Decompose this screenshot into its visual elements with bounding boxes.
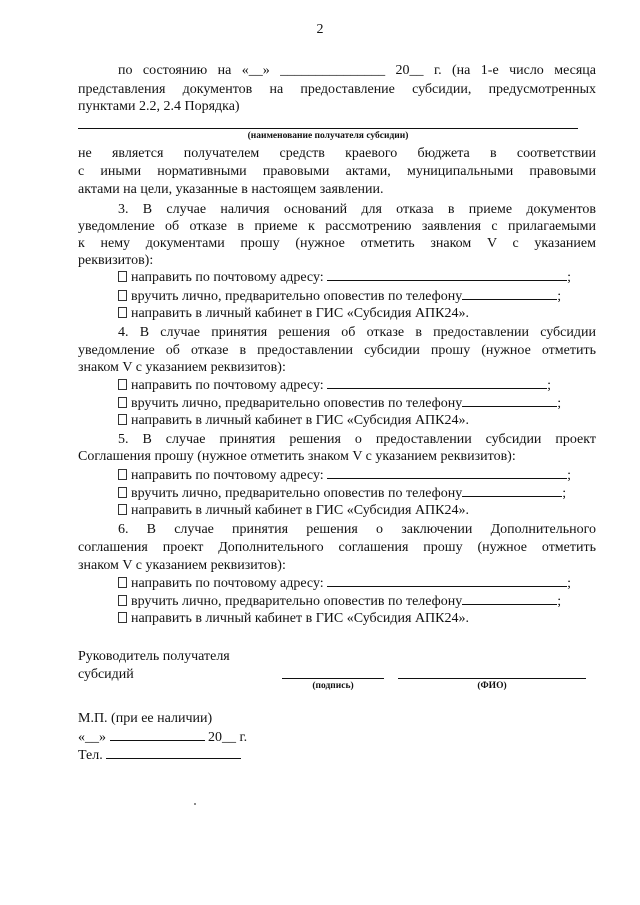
statement-line-1: не является получателем средств краевого бюджета в соответствии	[78, 146, 596, 161]
checkbox[interactable]	[118, 487, 127, 498]
section4-option-mail[interactable]: направить по почтовому адресу: ;	[118, 376, 596, 395]
checkbox[interactable]	[118, 397, 127, 408]
stamp-label: М.П. (при ее наличии)	[78, 711, 213, 726]
section6-line-3: знаком V с указанием реквизитов):	[78, 558, 286, 573]
signature-caption: (подпись)	[312, 681, 354, 691]
section5-option-mail[interactable]: направить по почтовому адресу: ;	[118, 466, 596, 485]
section4-option-personal[interactable]: вручить лично, предварительно оповестив по телефону ;	[118, 394, 596, 413]
recipient-name-line	[78, 128, 578, 129]
section6-line-1: 6. В случае принятия решения о заключении Дополнительного	[118, 522, 596, 537]
section5-line-1: 5. В случае принятия решения о предоставлении субсидии проект	[118, 432, 596, 447]
fio-line[interactable]	[398, 678, 586, 679]
section3-option-mail[interactable]: направить по почтовому адресу: ;	[118, 268, 596, 287]
section3-line-1: 3. В случае наличия оснований для отказа в приеме документов	[118, 202, 596, 217]
checkbox[interactable]	[118, 469, 127, 480]
checkbox[interactable]	[118, 379, 127, 390]
checkbox[interactable]	[118, 577, 127, 588]
fio-caption: (ФИО)	[477, 681, 507, 691]
signature-line[interactable]	[282, 678, 384, 679]
section3-line-4: реквизитов):	[78, 253, 154, 268]
address-field[interactable]	[327, 268, 567, 281]
section5-line-2: Соглашения прошу (нужное отметить знаком V с указанием реквизитов):	[78, 449, 516, 464]
intro-line-1: по состоянию на «__» _______________ 20__ г. (на 1-е число месяца	[118, 63, 596, 78]
section3-line-3: к нему документами прошу (нужное отметить знаком V с указанием	[78, 236, 596, 251]
checkbox[interactable]	[118, 271, 127, 282]
section6-line-2: соглашения проект Дополнительного соглашения прошу (нужное отметить	[78, 540, 596, 555]
section4-line-2: уведомление об отказе в предоставлении субсидии прошу (нужное отметить	[78, 343, 596, 358]
checkbox[interactable]	[118, 414, 127, 425]
scan-speck	[194, 803, 196, 805]
intro-line-2: представления документов на предоставление субсидии, предусмотренных	[78, 82, 596, 97]
section3-option-cabinet[interactable]: направить в личный кабинет в ГИС «Субсидия АПК24».	[118, 305, 596, 323]
address-field[interactable]	[327, 376, 547, 389]
section5-option-cabinet[interactable]: направить в личный кабинет в ГИС «Субсидия АПК24».	[118, 502, 596, 520]
section4-line-1: 4. В случае принятия решения об отказе в предоставлении субсидии	[118, 325, 596, 340]
date-field[interactable]	[110, 728, 205, 741]
section3-line-2: уведомление об отказе в приеме к рассмотрению заявления с прилагаемыми	[78, 219, 596, 234]
page-number: 2	[316, 22, 324, 37]
checkbox[interactable]	[118, 595, 127, 606]
statement-line-2: с иными нормативными правовыми актами, муниципальными правовыми	[78, 164, 596, 179]
section3-option-personal[interactable]: вручить лично, предварительно оповестив по телефону ;	[118, 287, 596, 306]
phone-field[interactable]	[462, 592, 557, 605]
address-field[interactable]	[327, 574, 567, 587]
phone-field[interactable]	[462, 394, 557, 407]
phone-row: Тел.	[78, 746, 596, 765]
date-row: «__» 20__ г.	[78, 730, 248, 745]
head-title-line-1: Руководитель получателя	[78, 649, 230, 664]
section4-option-cabinet[interactable]: направить в личный кабинет в ГИС «Субсидия АПК24».	[118, 412, 596, 430]
phone-field[interactable]	[462, 484, 562, 497]
section6-option-cabinet[interactable]: направить в личный кабинет в ГИС «Субсидия АПК24».	[118, 610, 596, 628]
checkbox[interactable]	[118, 504, 127, 515]
section4-line-3: знаком V с указанием реквизитов):	[78, 360, 286, 375]
checkbox[interactable]	[118, 290, 127, 301]
section6-option-mail[interactable]: направить по почтовому адресу: ;	[118, 574, 596, 593]
recipient-caption: (наименование получателя субсидии)	[247, 131, 409, 141]
statement-line-3: актами на цели, указанные в настоящем заявлении.	[78, 182, 384, 197]
section6-option-personal[interactable]: вручить лично, предварительно оповестив по телефону ;	[118, 592, 596, 611]
section5-option-personal[interactable]: вручить лично, предварительно оповестив по телефону ;	[118, 484, 596, 503]
phone-number-field[interactable]	[106, 746, 241, 759]
phone-field[interactable]	[462, 287, 557, 300]
checkbox[interactable]	[118, 307, 127, 318]
checkbox[interactable]	[118, 612, 127, 623]
head-title-line-2: субсидий	[78, 667, 134, 682]
intro-line-3: пунктами 2.2, 2.4 Порядка)	[78, 99, 240, 114]
address-field[interactable]	[327, 466, 567, 479]
